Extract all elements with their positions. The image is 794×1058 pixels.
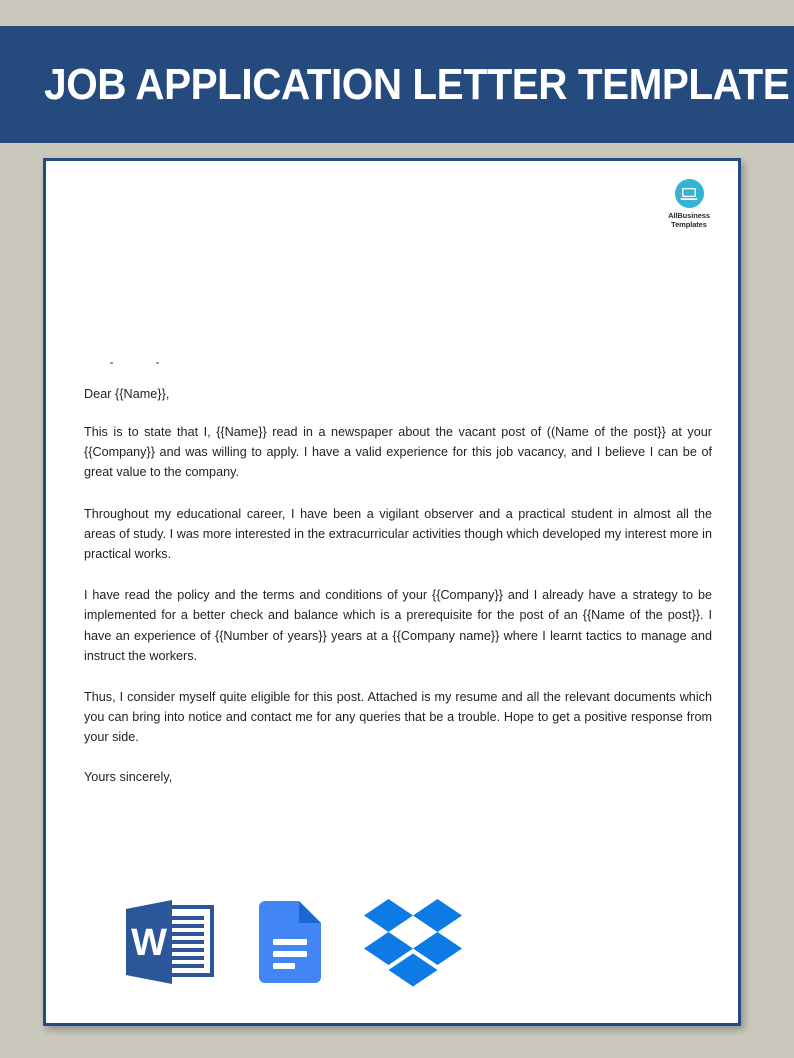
svg-text:W: W xyxy=(131,922,167,964)
page-title: JOB APPLICATION LETTER TEMPLATE xyxy=(44,59,790,109)
document-page xyxy=(46,161,738,1023)
allbusiness-templates-logo xyxy=(658,179,720,229)
letter-paragraph-1: This is to state that I, {{Name}} read in a newspaper about the vacant post of ((Name of the post}} at your {{Company}} and was willing to apply. I have a valid experience for this job vacancy, and I believe I can be of great value to the company. xyxy=(84,425,712,480)
microsoft-word-icon[interactable] xyxy=(124,898,216,986)
logo-text xyxy=(658,211,720,229)
logo-text-line1: AllBusiness xyxy=(668,211,710,220)
logo-text-line2: Templates xyxy=(671,220,707,229)
format-icons-row xyxy=(124,896,462,988)
header-banner xyxy=(0,26,794,143)
letter-paragraph-3: I have read the policy and the terms and conditions of your {{Company}} and I already have a strategy to be implemented for a better check and balance which is a prerequisite for the post of an {{Name of the post}}. I have an experience of {{Number of years}} years at a {{Company name}} where I learnt tactics to manage and instruct the workers. xyxy=(84,588,712,663)
letter-paragraph-4: Thus, I consider myself quite eligible for this post. Attached is my resume and all the relevant documents which you can bring into notice and contact me for any queries that be a trouble. Hope to get a positive response from your side. xyxy=(84,690,712,745)
laptop-icon xyxy=(675,179,704,208)
clipped-text-artifact xyxy=(84,357,712,371)
document-card xyxy=(43,158,741,1026)
letter-closing: Yours sincerely, xyxy=(84,769,173,784)
letter-body xyxy=(84,357,712,784)
letter-salutation: Dear {{Name}}, xyxy=(84,387,170,401)
letter-paragraph-2: Throughout my educational career, I have been a vigilant observer and a practical student in almost all the areas of study. I was more interested in the extracurricular activities though which developed my interest more in practical works. xyxy=(84,506,712,562)
dropbox-icon[interactable] xyxy=(364,896,462,988)
google-docs-icon[interactable] xyxy=(259,901,321,983)
